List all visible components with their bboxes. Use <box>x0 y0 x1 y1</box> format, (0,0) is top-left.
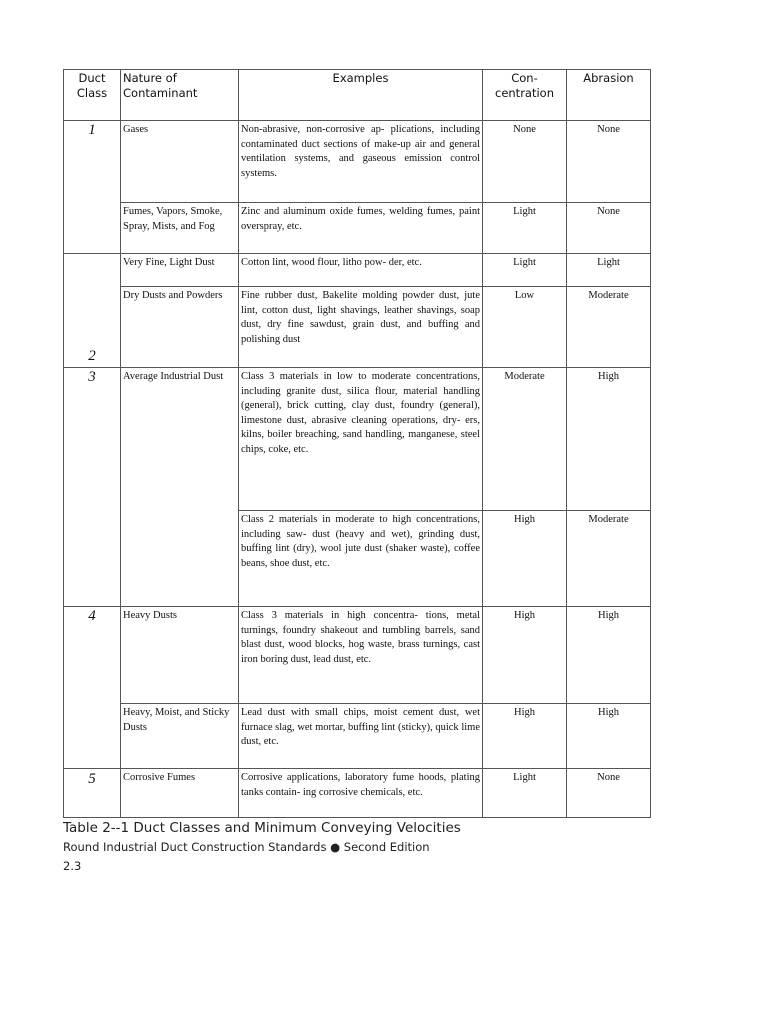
examples-cell: Class 2 materials in moderate to high concentrations, including saw- dust (heavy and wet), grinding dust, buffing lint (dry), wool jute dust (shaker waste), coffee beans, shoe dust, etc. <box>239 511 483 607</box>
table-row <box>64 287 651 368</box>
concentration-cell: Light <box>483 203 567 254</box>
header-duct-class: Duct Class <box>64 70 121 121</box>
examples-cell: Non-abrasive, non-corrosive ap- plications, including contaminated duct sections of make-up air and general ventilation systems, and gaseous emission control systems. <box>239 121 483 203</box>
examples-cell: Class 3 materials in high concentra- tions, metal turnings, foundry shakeout and tumbling barrels, sand blast dust, wood blocks, hog waste, brass turnings, cast iron boring dust, lead dust, etc. <box>239 607 483 704</box>
examples-cell: Cotton lint, wood flour, litho pow- der, etc. <box>239 254 483 287</box>
concentration-cell: Low <box>483 287 567 368</box>
abrasion-cell: Moderate <box>567 287 651 368</box>
table-row <box>64 203 651 254</box>
header-nature: Nature of Contaminant <box>121 70 239 121</box>
concentration-cell: High <box>483 704 567 769</box>
abrasion-cell: Moderate <box>567 511 651 607</box>
abrasion-cell: High <box>567 368 651 511</box>
duct-class-cell: 4 <box>64 607 121 769</box>
duct-class-cell: 1 <box>64 121 121 254</box>
duct-class-cell: 3 <box>64 368 121 607</box>
nature-cell: Fumes, Vapors, Smoke, Spray, Mists, and Fog <box>121 203 239 254</box>
nature-cell: Gases <box>121 121 239 203</box>
header-abrasion: Abrasion <box>567 70 651 121</box>
table-row <box>64 368 651 511</box>
nature-cell: Average Industrial Dust <box>121 368 239 607</box>
header-concentration: Con- centration <box>483 70 567 121</box>
duct-classes-table <box>63 69 651 818</box>
table-row <box>64 769 651 818</box>
abrasion-cell: High <box>567 704 651 769</box>
abrasion-cell: None <box>567 203 651 254</box>
concentration-cell: High <box>483 511 567 607</box>
footer-title: Round Industrial Duct Construction Standards ● Second Edition <box>63 840 430 854</box>
examples-cell: Fine rubber dust, Bakelite molding powder dust, jute lint, cotton dust, light shavings, leather shavings, soap dust, dry fine sawdust, grain dust, and buffing and polishing dust <box>239 287 483 368</box>
table-caption: Table 2--1 Duct Classes and Minimum Conveying Velocities <box>63 820 461 836</box>
concentration-cell: Light <box>483 769 567 818</box>
duct-class-cell: 2 <box>64 254 121 368</box>
nature-cell: Very Fine, Light Dust <box>121 254 239 287</box>
abrasion-cell: None <box>567 769 651 818</box>
concentration-cell: High <box>483 607 567 704</box>
concentration-cell: Light <box>483 254 567 287</box>
concentration-cell: Moderate <box>483 368 567 511</box>
nature-cell: Heavy Dusts <box>121 607 239 704</box>
duct-class-cell: 5 <box>64 769 121 818</box>
table-row <box>64 607 651 704</box>
abrasion-cell: Light <box>567 254 651 287</box>
nature-cell: Heavy, Moist, and Sticky Dusts <box>121 704 239 769</box>
examples-cell: Class 3 materials in low to moderate concentrations, including granite dust, silica flour, material handling (general), brick cutting, clay dust, foundry (general), limestone dust, abrasive cleaning operations, dry- ers, kilns, boiler breaching, sand handling, manganese, steel chips, coke, etc. <box>239 368 483 511</box>
table-row <box>64 254 651 287</box>
abrasion-cell: High <box>567 607 651 704</box>
concentration-cell: None <box>483 121 567 203</box>
header-examples: Examples <box>239 70 483 121</box>
abrasion-cell: None <box>567 121 651 203</box>
page-number: 2.3 <box>63 859 82 873</box>
examples-cell: Zinc and aluminum oxide fumes, welding fumes, paint overspray, etc. <box>239 203 483 254</box>
nature-cell: Dry Dusts and Powders <box>121 287 239 368</box>
table-header-row <box>64 70 651 121</box>
nature-cell: Corrosive Fumes <box>121 769 239 818</box>
table-row <box>64 704 651 769</box>
examples-cell: Corrosive applications, laboratory fume hoods, plating tanks contain- ing corrosive chemicals, etc. <box>239 769 483 818</box>
table-row <box>64 121 651 203</box>
examples-cell: Lead dust with small chips, moist cement dust, wet furnace slag, wet mortar, buffing lint (sticky), quick lime dust, etc. <box>239 704 483 769</box>
